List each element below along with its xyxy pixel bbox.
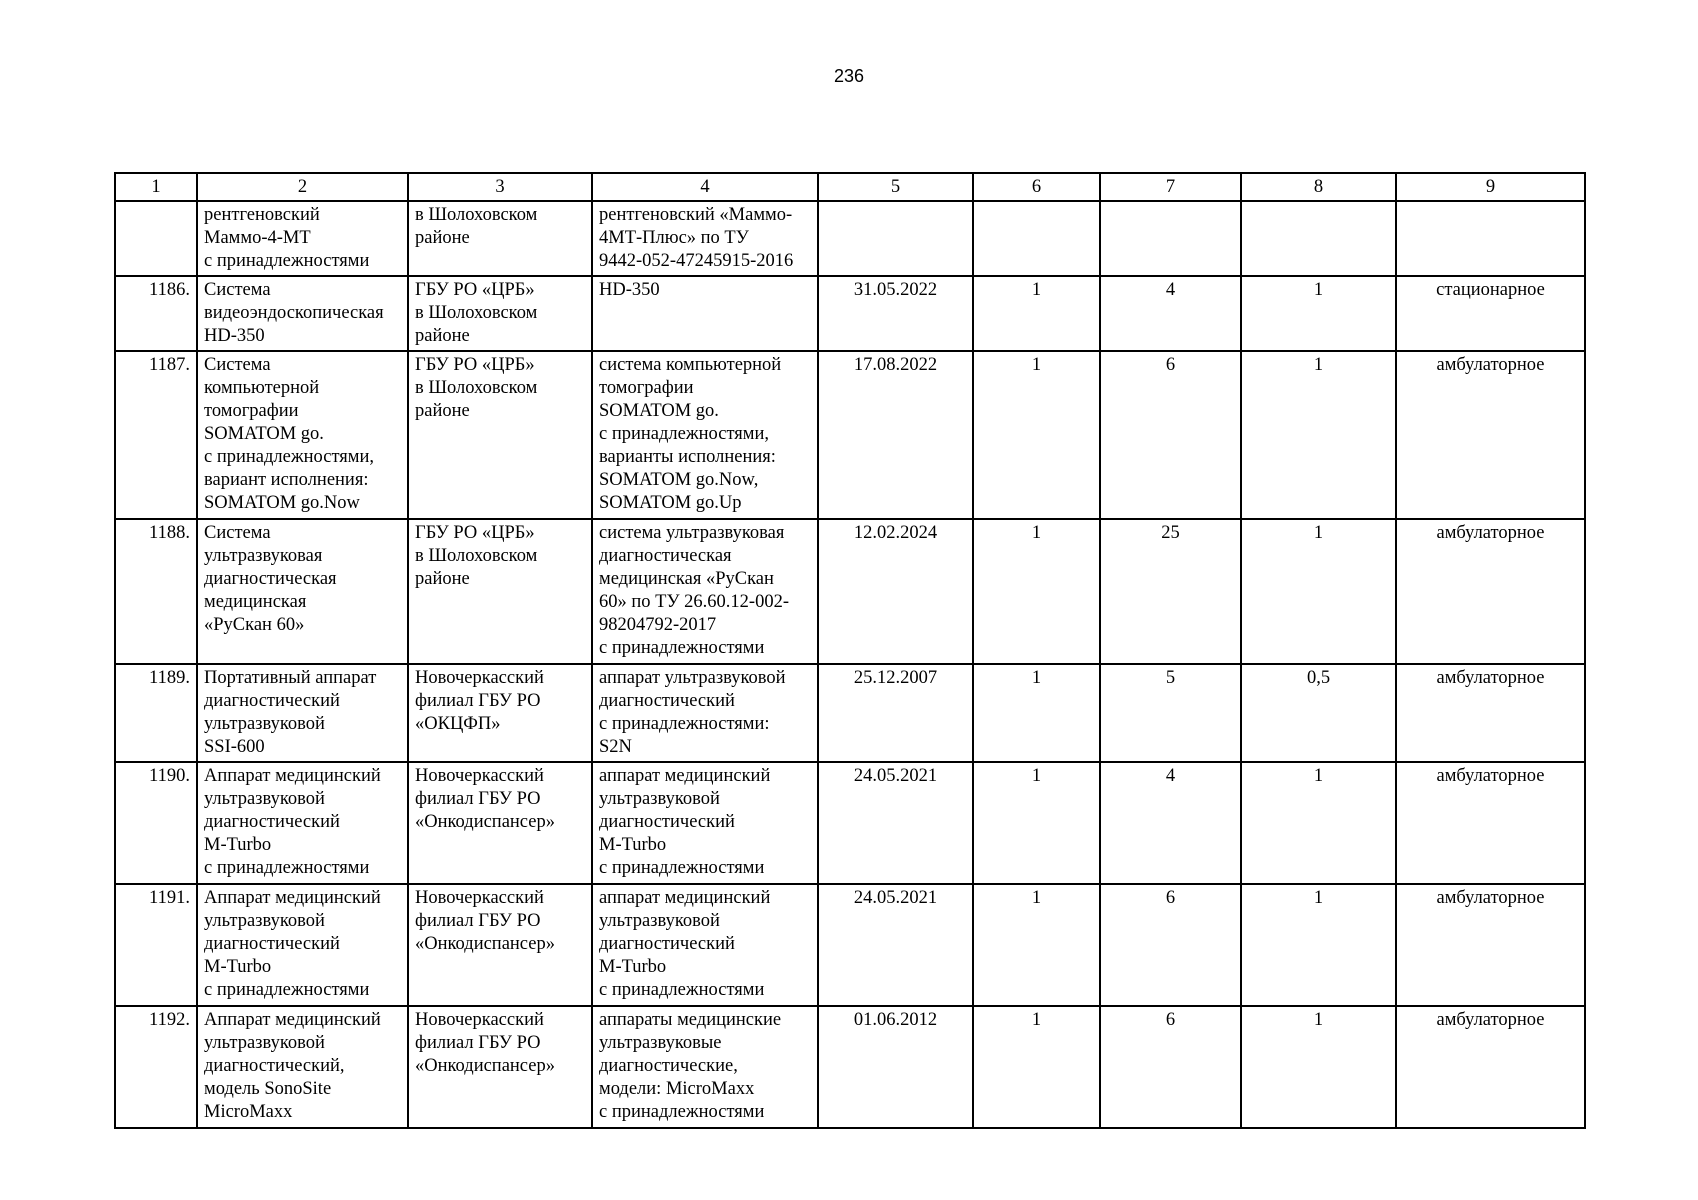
col-7: 6 (1100, 351, 1241, 519)
organization: ГБУ РО «ЦРБ» в Шолоховском районе (408, 276, 592, 351)
row-number: 1192. (115, 1006, 197, 1128)
col-6: 1 (973, 276, 1100, 351)
organization: ГБУ РО «ЦРБ» в Шолоховском районе (408, 519, 592, 664)
date: 01.06.2012 (818, 1006, 973, 1128)
date (818, 201, 973, 276)
col-6: 1 (973, 519, 1100, 664)
date: 24.05.2021 (818, 762, 973, 884)
table-row (115, 884, 1585, 1006)
col-8: 1 (1241, 884, 1396, 1006)
col-6 (973, 201, 1100, 276)
organization: Новочеркасский филиал ГБУ РО «Онкодиспансер» (408, 1006, 592, 1128)
header-cell: 8 (1241, 173, 1396, 201)
row-number: 1188. (115, 519, 197, 664)
col-6: 1 (973, 762, 1100, 884)
row-number: 1190. (115, 762, 197, 884)
service-type: стационарное (1396, 276, 1585, 351)
registration-info: HD-350 (592, 276, 818, 351)
col-8: 1 (1241, 519, 1396, 664)
equipment-name: Система компьютерной томографии SOMATOM go. с принадлежностями, вариант исполнения: SOMATOM go.Now (197, 351, 408, 519)
col-8: 1 (1241, 276, 1396, 351)
col-8: 1 (1241, 351, 1396, 519)
organization: ГБУ РО «ЦРБ» в Шолоховском районе (408, 351, 592, 519)
col-8: 1 (1241, 1006, 1396, 1128)
registration-info: аппарат медицинский ультразвуковой диагностический M-Turbo с принадлежностями (592, 884, 818, 1006)
header-cell: 5 (818, 173, 973, 201)
date: 17.08.2022 (818, 351, 973, 519)
registration-info: система компьютерной томографии SOMATOM go. с принадлежностями, варианты исполнения: SOMATOM go.Now, SOMATOM go.Up (592, 351, 818, 519)
date: 31.05.2022 (818, 276, 973, 351)
header-cell: 1 (115, 173, 197, 201)
row-number: 1187. (115, 351, 197, 519)
col-8: 1 (1241, 762, 1396, 884)
organization: Новочеркасский филиал ГБУ РО «Онкодиспансер» (408, 884, 592, 1006)
equipment-name: Аппарат медицинский ультразвуковой диагностический M-Turbo с принадлежностями (197, 762, 408, 884)
registration-info: аппараты медицинские ультразвуковые диагностические, модели: MicroMaxx с принадлежностями (592, 1006, 818, 1128)
equipment-table (114, 172, 1586, 1129)
row-number: 1189. (115, 664, 197, 762)
equipment-name: Аппарат медицинский ультразвуковой диагностический, модель SonoSite MicroMaxx (197, 1006, 408, 1128)
organization: в Шолоховском районе (408, 201, 592, 276)
header-cell: 7 (1100, 173, 1241, 201)
service-type: амбулаторное (1396, 884, 1585, 1006)
table-row (115, 519, 1585, 664)
equipment-name: Портативный аппарат диагностический ультразвуковой SSI-600 (197, 664, 408, 762)
date: 25.12.2007 (818, 664, 973, 762)
header-cell: 2 (197, 173, 408, 201)
service-type: амбулаторное (1396, 664, 1585, 762)
table-row (115, 351, 1585, 519)
date: 12.02.2024 (818, 519, 973, 664)
row-number: 1186. (115, 276, 197, 351)
registration-info: система ультразвуковая диагностическая медицинская «РуСкан 60» по ТУ 26.60.12-002- 98204792-2017 с принадлежностями (592, 519, 818, 664)
col-8: 0,5 (1241, 664, 1396, 762)
header-cell: 4 (592, 173, 818, 201)
table-row (115, 1006, 1585, 1128)
table-row (115, 276, 1585, 351)
equipment-name: Система видеоэндоскопическая HD-350 (197, 276, 408, 351)
date: 24.05.2021 (818, 884, 973, 1006)
col-7 (1100, 201, 1241, 276)
organization: Новочеркасский филиал ГБУ РО «ОКЦФП» (408, 664, 592, 762)
service-type: амбулаторное (1396, 1006, 1585, 1128)
col-7: 6 (1100, 1006, 1241, 1128)
row-number (115, 201, 197, 276)
registration-info: аппарат медицинский ультразвуковой диагностический M-Turbo с принадлежностями (592, 762, 818, 884)
header-cell: 9 (1396, 173, 1585, 201)
header-cell: 6 (973, 173, 1100, 201)
equipment-name: Аппарат медицинский ультразвуковой диагностический M-Turbo с принадлежностями (197, 884, 408, 1006)
col-7: 5 (1100, 664, 1241, 762)
col-6: 1 (973, 884, 1100, 1006)
col-7: 4 (1100, 276, 1241, 351)
col-7: 4 (1100, 762, 1241, 884)
col-7: 6 (1100, 884, 1241, 1006)
col-7: 25 (1100, 519, 1241, 664)
registration-info: рентгеновский «Маммо- 4МТ-Плюс» по ТУ 9442-052-47245915-2016 (592, 201, 818, 276)
table-row (115, 762, 1585, 884)
row-number: 1191. (115, 884, 197, 1006)
equipment-name: Система ультразвуковая диагностическая медицинская «РуСкан 60» (197, 519, 408, 664)
service-type: амбулаторное (1396, 351, 1585, 519)
page-number: 236 (833, 66, 865, 86)
header-row (115, 173, 1585, 201)
service-type: амбулаторное (1396, 762, 1585, 884)
table-row (115, 201, 1585, 276)
col-6: 1 (973, 664, 1100, 762)
header-cell: 3 (408, 173, 592, 201)
equipment-name: рентгеновский Маммо-4-МТ с принадлежностями (197, 201, 408, 276)
service-type (1396, 201, 1585, 276)
registration-info: аппарат ультразвуковой диагностический с принадлежностями: S2N (592, 664, 818, 762)
table-row (115, 664, 1585, 762)
service-type: амбулаторное (1396, 519, 1585, 664)
col-8 (1241, 201, 1396, 276)
organization: Новочеркасский филиал ГБУ РО «Онкодиспансер» (408, 762, 592, 884)
col-6: 1 (973, 1006, 1100, 1128)
col-6: 1 (973, 351, 1100, 519)
